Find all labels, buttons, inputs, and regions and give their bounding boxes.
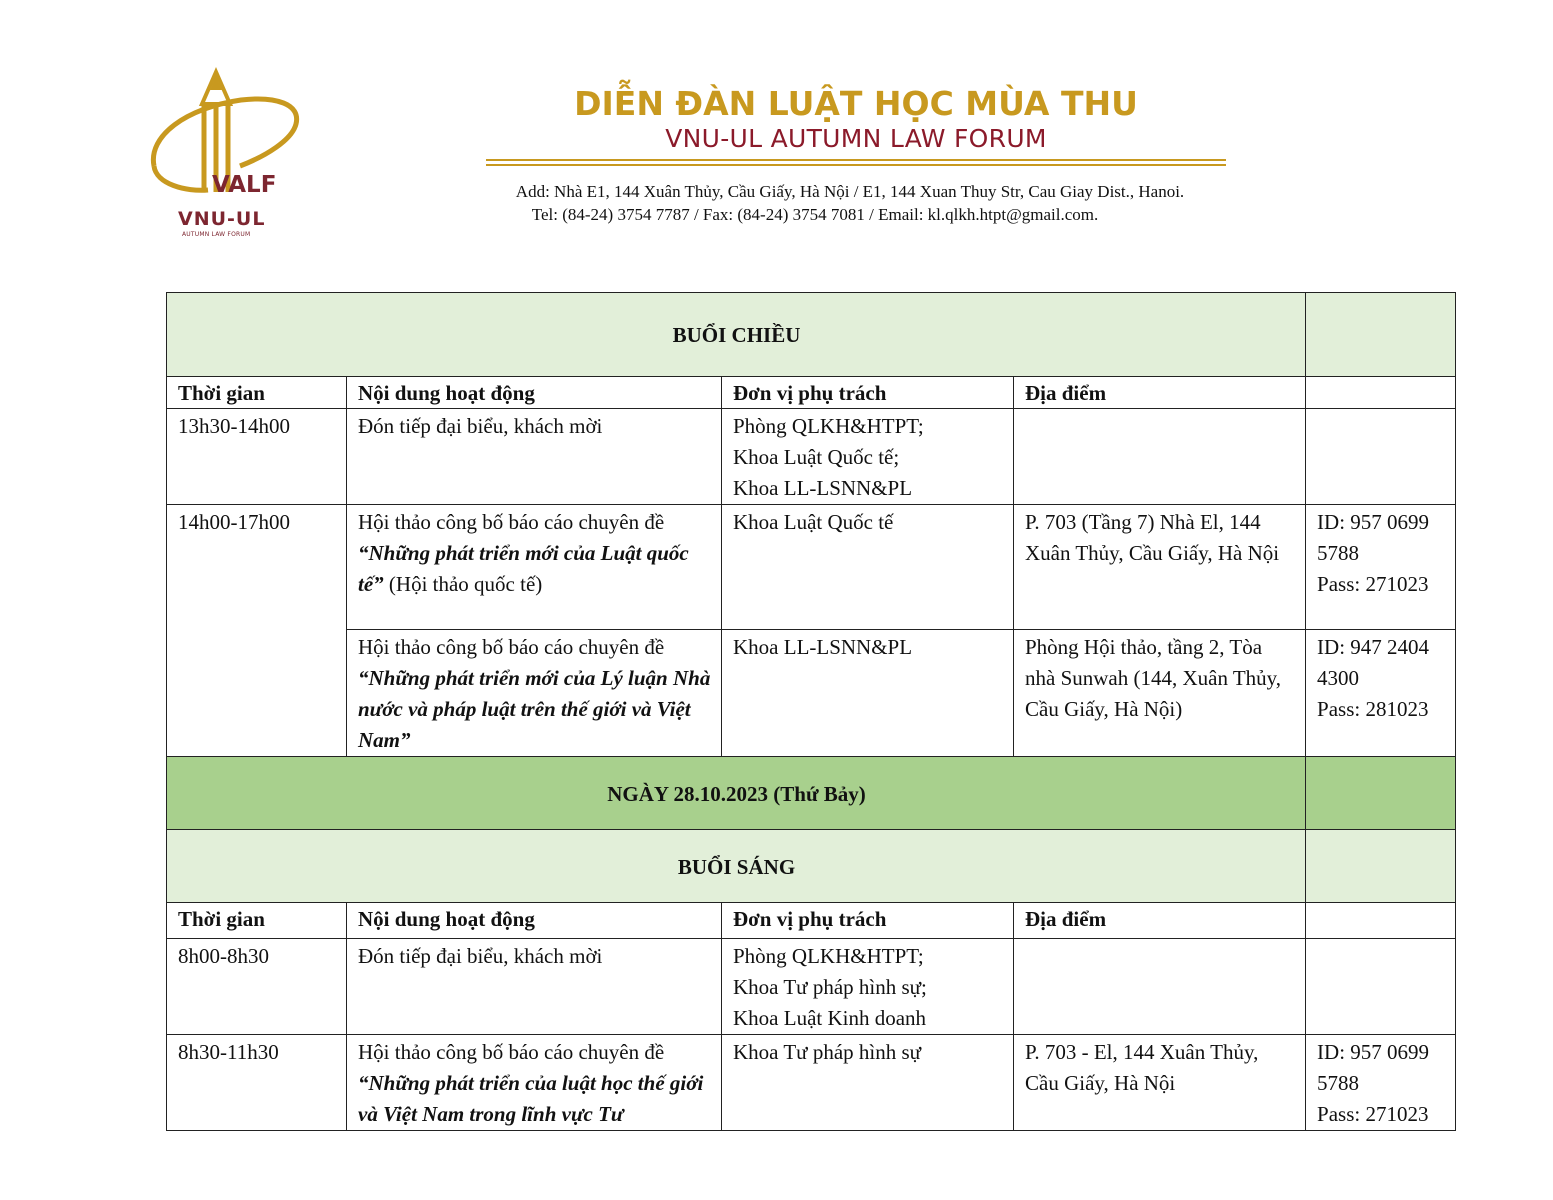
- header-rule-top: [486, 159, 1226, 161]
- day-band: [167, 757, 1456, 830]
- afternoon-label: BUỔI CHIỀU: [167, 293, 1306, 377]
- schedule-table: [166, 292, 1456, 1131]
- row-content: [347, 1035, 722, 1131]
- col-header-place: Địa điểm: [1014, 377, 1306, 409]
- report-title: “Những phát triển mới của Luật quốc tế”: [358, 541, 689, 596]
- row-place: P. 703 - El, 144 Xuân Thủy, Cầu Giấy, Hà Nội: [1014, 1035, 1306, 1131]
- row-meeting: [1306, 505, 1456, 630]
- logo-valf-text: VALF: [212, 172, 277, 198]
- content-suffix: (Hội thảo quốc tế): [383, 572, 543, 596]
- content-prefix: Hội thảo công bố báo cáo chuyên đề: [358, 635, 665, 659]
- unit-line: Khoa Luật Kinh doanh: [733, 1006, 927, 1030]
- table-row: [167, 505, 1456, 630]
- unit-line: Phòng QLKH&HTPT;: [733, 944, 924, 968]
- meeting-id: ID: 947 2404 4300: [1317, 635, 1430, 690]
- row-meeting: [1306, 630, 1456, 757]
- meeting-pass: Pass: 281023: [1317, 697, 1429, 721]
- forum-title-vi: DIỄN ĐÀN LUẬT HỌC MÙA THU: [574, 84, 1138, 123]
- row-content: [347, 505, 722, 630]
- row-meeting: [1306, 1035, 1456, 1131]
- content-prefix: Hội thảo công bố báo cáo chuyên đề: [358, 510, 665, 534]
- row-content: Đón tiếp đại biểu, khách mời: [347, 409, 722, 505]
- row-time: 13h30-14h00: [167, 409, 347, 505]
- address-line: Add: Nhà E1, 144 Xuân Thủy, Cầu Giấy, Hà Nội / E1, 144 Xuan Thuy Str, Cau Giay Dist., Hanoi.: [515, 182, 1185, 201]
- afternoon-band: [167, 293, 1456, 377]
- forum-title-en: VNU-UL AUTUMN LAW FORUM: [665, 124, 1047, 153]
- col-header-content: Nội dung hoạt động: [347, 377, 722, 409]
- row-time: 8h30-11h30: [167, 1035, 347, 1131]
- table-row: [167, 409, 1456, 505]
- row-unit: [722, 409, 1014, 505]
- contact-line: Tel: (84-24) 3754 7787 / Fax: (84-24) 3754 7081 / Email: kl.qlkh.htpt@gmail.com.: [531, 205, 1099, 224]
- meeting-pass: Pass: 271023: [1317, 572, 1429, 596]
- logo-sub-text: AUTUMN LAW FORUM: [182, 231, 251, 238]
- row-place: P. 703 (Tầng 7) Nhà El, 144 Xuân Thủy, Cầu Giấy, Hà Nội: [1014, 505, 1306, 630]
- col-header-unit: Đơn vị phụ trách: [722, 377, 1014, 409]
- meeting-id: ID: 957 0699 5788: [1317, 510, 1430, 565]
- row-time: 8h00-8h30: [167, 939, 347, 1035]
- row-time: 14h00-17h00: [167, 505, 347, 757]
- table-row: [167, 939, 1456, 1035]
- row-meeting: [1306, 939, 1456, 1035]
- row-unit: Khoa Luật Quốc tế: [722, 505, 1014, 630]
- col-header-content: Nội dung hoạt động: [347, 903, 722, 939]
- unit-line: Khoa Luật Quốc tế;: [733, 445, 900, 469]
- col-header-time: Thời gian: [167, 377, 347, 409]
- row-meeting: [1306, 409, 1456, 505]
- morning-label: BUỔI SÁNG: [167, 830, 1306, 903]
- meeting-pass: Pass: 271023: [1317, 1102, 1429, 1126]
- unit-line: Phòng QLKH&HTPT;: [733, 414, 924, 438]
- col-header-time: Thời gian: [167, 903, 347, 939]
- table-row: [167, 630, 1456, 757]
- row-unit: Khoa LL-LSNN&PL: [722, 630, 1014, 757]
- report-title: “Những phát triển mới của Lý luận Nhà nước và pháp luật trên thế giới và Việt Nam”: [358, 666, 711, 752]
- valf-logo: [146, 66, 306, 244]
- row-place: [1014, 939, 1306, 1035]
- col-header-unit: Đơn vị phụ trách: [722, 903, 1014, 939]
- meeting-id: ID: 957 0699 5788: [1317, 1040, 1430, 1095]
- row-place: [1014, 409, 1306, 505]
- row-unit: [722, 939, 1014, 1035]
- unit-line: Khoa LL-LSNN&PL: [733, 476, 913, 500]
- table-header-row: [167, 377, 1456, 409]
- address-block: [400, 180, 1300, 226]
- table-row: [167, 1035, 1456, 1131]
- report-title: “Những phát triển của luật học thế giới và Việt Nam trong lĩnh vực Tư: [358, 1071, 704, 1126]
- table-header-row: [167, 903, 1456, 939]
- header-rule-bottom: [486, 164, 1226, 166]
- row-place: Phòng Hội thảo, tầng 2, Tòa nhà Sunwah (144, Xuân Thủy, Cầu Giấy, Hà Nội): [1014, 630, 1306, 757]
- content-prefix: Hội thảo công bố báo cáo chuyên đề: [358, 1040, 665, 1064]
- row-content: [347, 630, 722, 757]
- day-label: NGÀY 28.10.2023 (Thứ Bảy): [167, 757, 1306, 830]
- col-header-place: Địa điểm: [1014, 903, 1306, 939]
- row-unit: Khoa Tư pháp hình sự: [722, 1035, 1014, 1131]
- row-content: Đón tiếp đại biểu, khách mời: [347, 939, 722, 1035]
- morning-band: [167, 830, 1456, 903]
- logo-vnu-text: VNU-UL: [178, 208, 266, 230]
- unit-line: Khoa Tư pháp hình sự;: [733, 975, 927, 999]
